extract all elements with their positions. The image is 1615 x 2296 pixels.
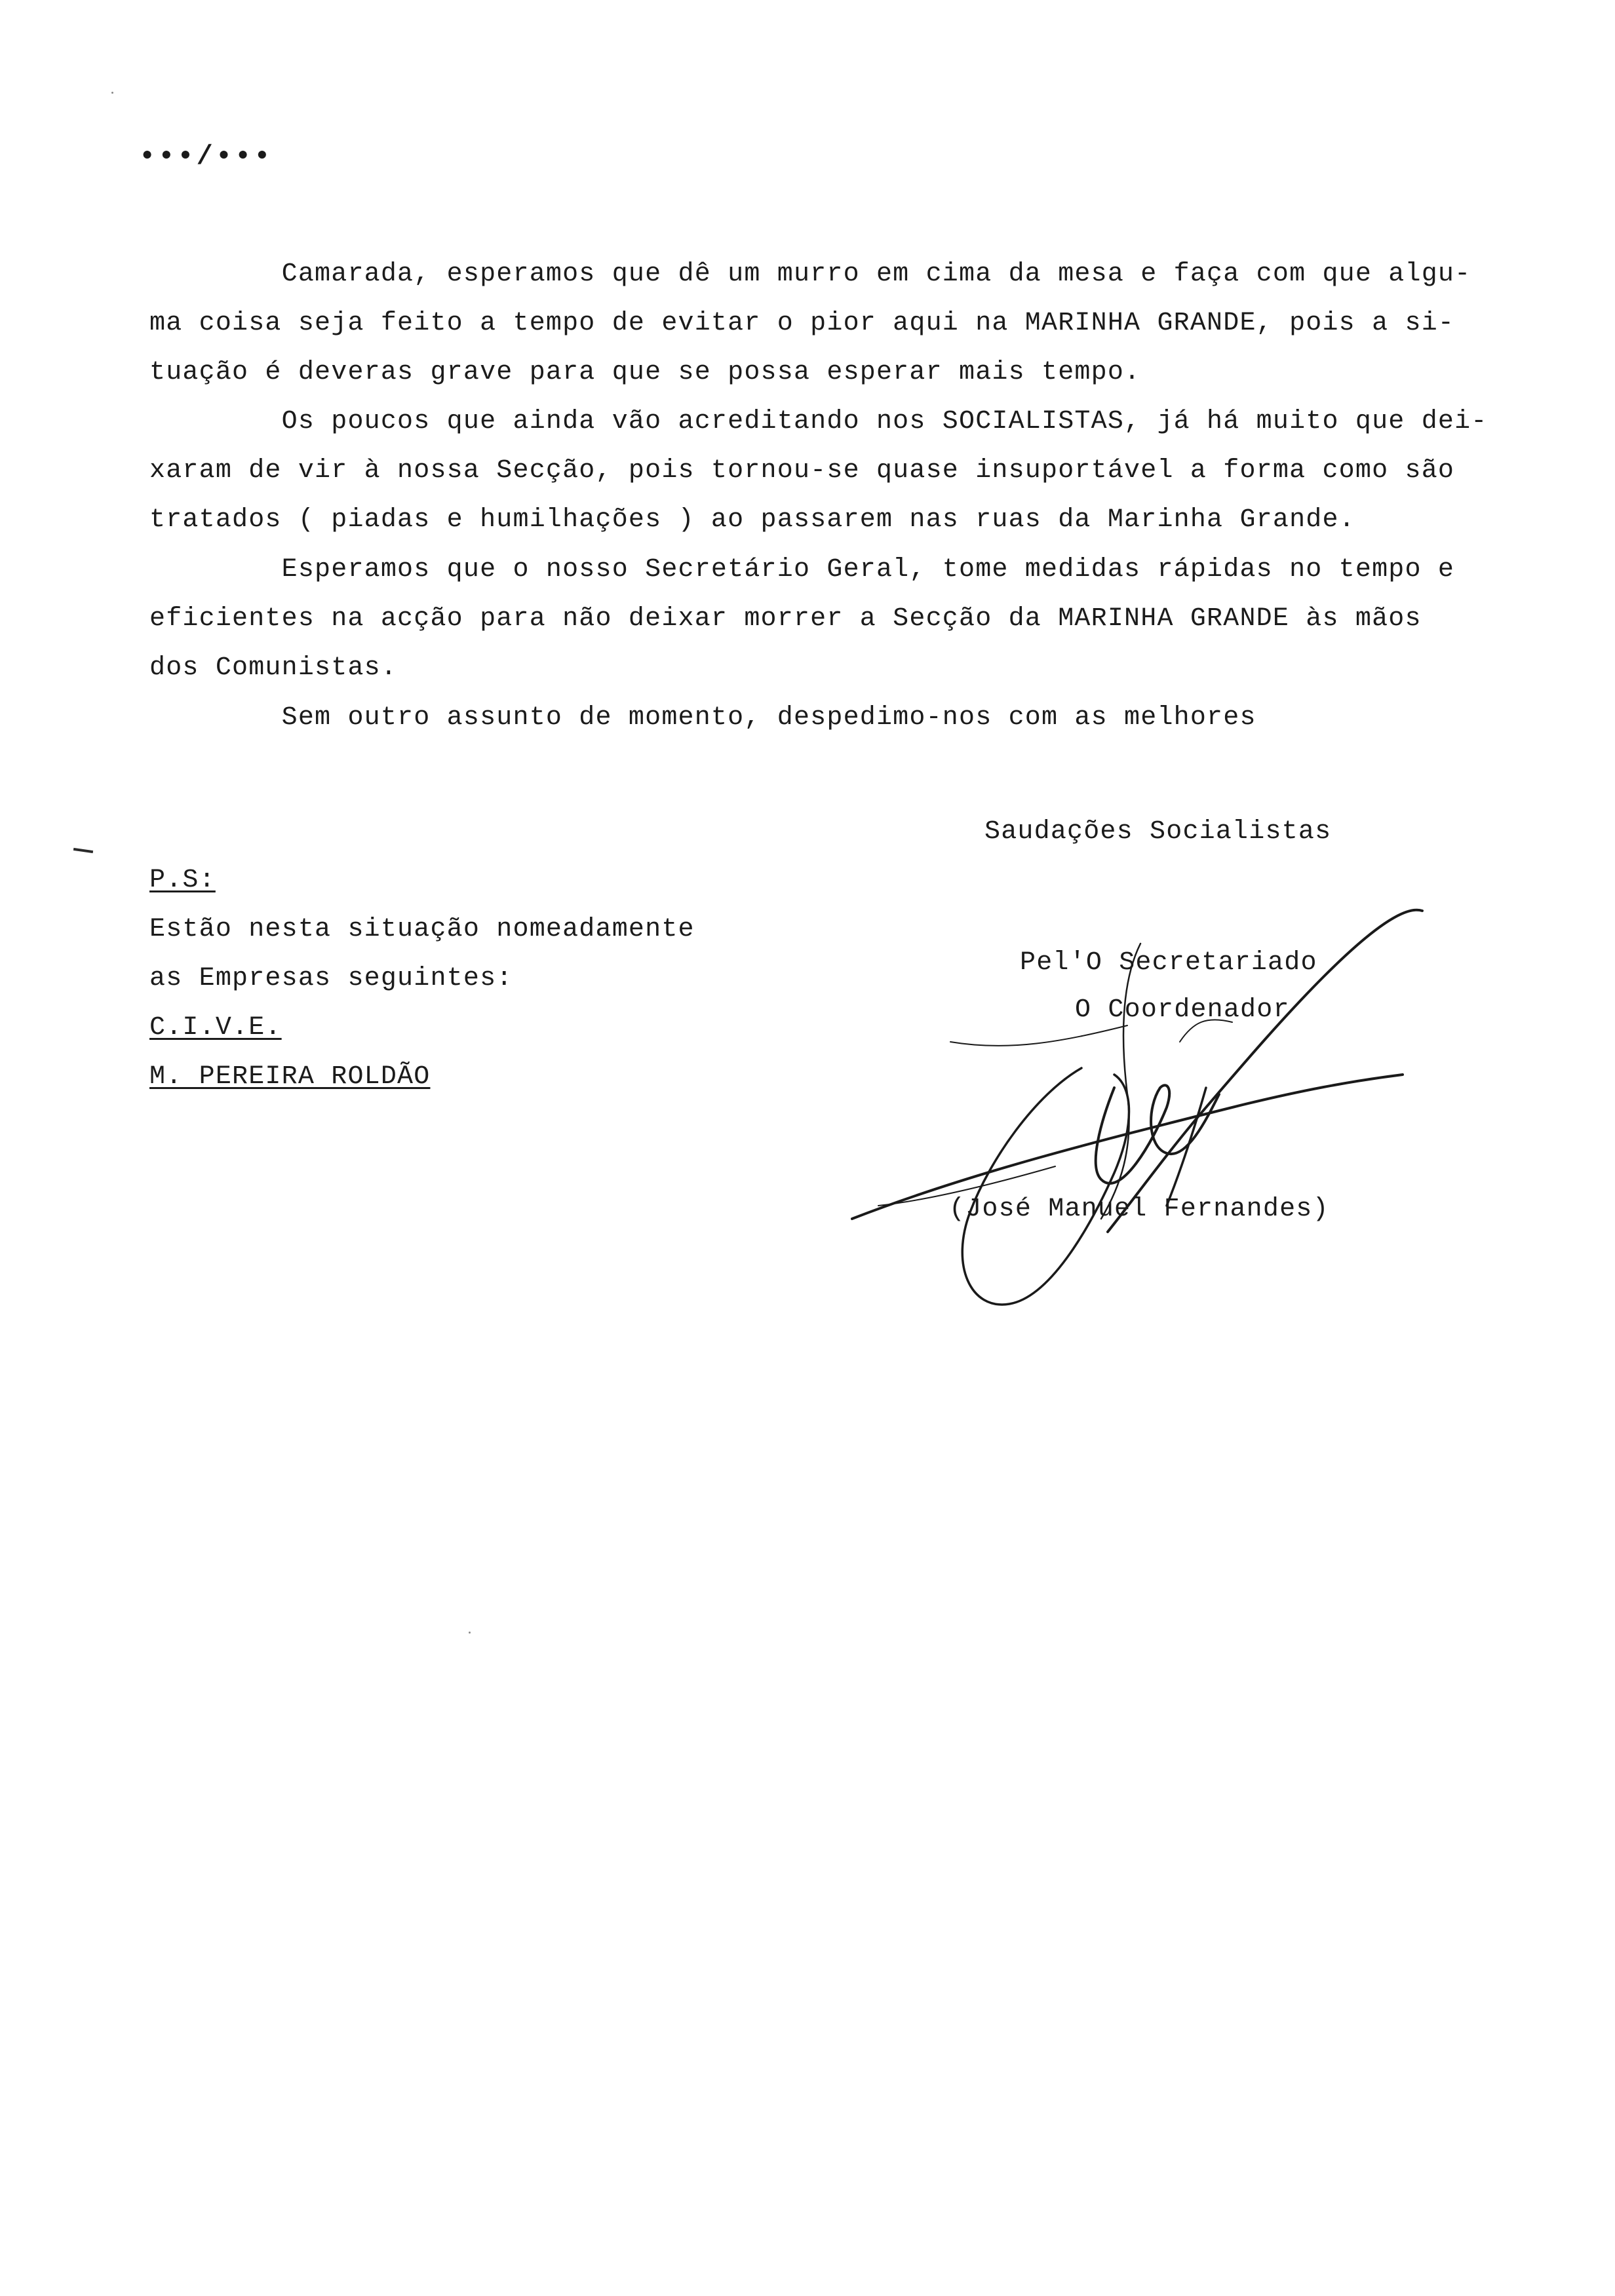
scan-speck	[111, 92, 113, 94]
ps-line-2: as Empresas seguintes:	[149, 964, 513, 993]
signature-line-2: O Coordenador	[1075, 995, 1290, 1025]
ps-label: P.S:	[149, 866, 216, 895]
paragraph-line: Os poucos que ainda vão acreditando nos SOCIALISTAS, já há muito que dei-	[149, 407, 1488, 436]
paragraph-line: tratados ( piadas e humilhações ) ao passarem nas ruas da Marinha Grande.	[149, 505, 1355, 535]
paragraph-2	[149, 406, 1559, 554]
margin-mark	[73, 848, 93, 853]
paragraph-line: tuação é deveras grave para que se possa esperar mais tempo.	[149, 358, 1141, 387]
paragraph-1	[149, 259, 1559, 406]
signature-name: (José Manuel Fernandes)	[949, 1195, 1329, 1224]
paragraph-line: ma coisa seja feito a tempo de evitar o pior aqui na MARINHA GRANDE, pois a si-	[149, 309, 1455, 338]
ps-line-1: Estão nesta situação nomeadamente	[149, 915, 695, 944]
paragraph-line: Camarada, esperamos que dê um murro em cima da mesa e faça com que algu-	[149, 259, 1471, 289]
handwritten-signature	[839, 891, 1455, 1324]
signature-line-1: Pel'O Secretariado	[1020, 948, 1317, 978]
continuation-mark: •••/•••	[139, 141, 273, 172]
paragraph-line: eficientes na acção para não deixar morrer a Secção da MARINHA GRANDE às mãos	[149, 604, 1422, 634]
ps-company-2: M. PEREIRA ROLDÃO	[149, 1062, 431, 1092]
paragraph-line: Sem outro assunto de momento, despedimo-nos com as melhores	[149, 703, 1256, 733]
closing-salutation: Saudações Socialistas	[984, 817, 1332, 847]
scan-speck	[469, 1632, 471, 1634]
ps-company-1: C.I.V.E.	[149, 1013, 282, 1043]
paragraph-line: dos Comunistas.	[149, 653, 398, 683]
paragraph-line: xaram de vir à nossa Secção, pois tornou-se quase insuportável a forma como são	[149, 456, 1455, 486]
paragraph-4	[149, 702, 1559, 752]
paragraph-line: Esperamos que o nosso Secretário Geral, tome medidas rápidas no tempo e	[149, 555, 1455, 584]
paragraph-3	[149, 554, 1559, 702]
